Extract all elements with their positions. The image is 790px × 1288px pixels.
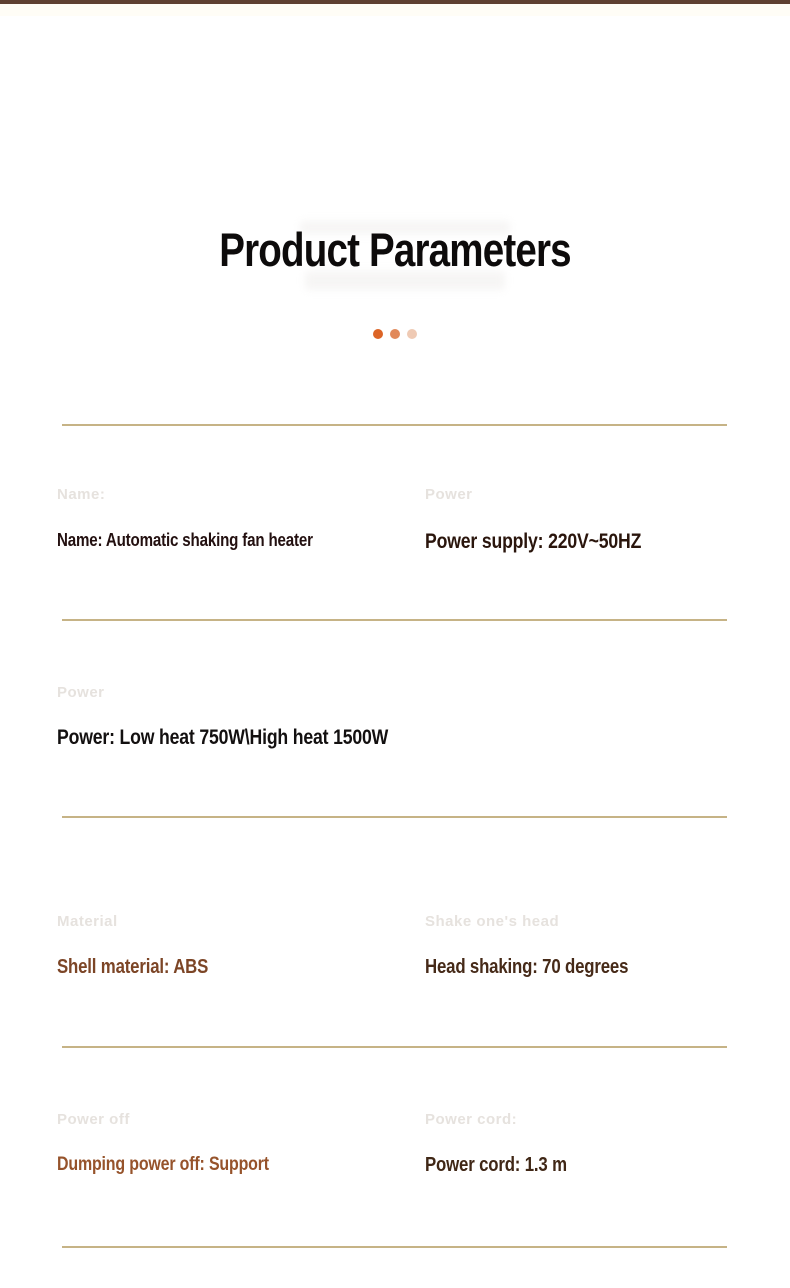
carousel-dots xyxy=(0,329,790,339)
spec-value-power-cord: Power cord: 1.3 m xyxy=(425,1154,567,1176)
section-divider xyxy=(62,1046,727,1048)
spec-value-material: Shell material: ABS xyxy=(57,956,209,978)
section-divider xyxy=(62,619,727,621)
carousel-dot-2 xyxy=(390,329,400,339)
spec-label-power: Power xyxy=(57,684,105,701)
section-divider xyxy=(62,424,727,426)
spec-value-name: Name: Automatic shaking fan heater xyxy=(57,530,313,550)
spec-label-power-off: Power off xyxy=(57,1111,130,1128)
spec-value-power: Power: Low heat 750W\High heat 1500W xyxy=(57,726,389,749)
section-divider xyxy=(62,1246,727,1248)
spec-label-power-cord: Power cord: xyxy=(425,1111,518,1128)
spec-label-power-supply: Power xyxy=(425,486,473,503)
page-title: Product Parameters xyxy=(219,223,571,276)
carousel-dot-3 xyxy=(407,329,417,339)
spec-label-shake-head: Shake one's head xyxy=(425,913,560,930)
spec-label-material: Material xyxy=(57,913,118,930)
spec-value-power-off: Dumping power off: Support xyxy=(57,1154,269,1175)
top-cream-strip xyxy=(0,4,790,16)
section-divider xyxy=(62,816,727,818)
spec-value-shake-head: Head shaking: 70 degrees xyxy=(425,956,629,978)
spec-value-power-supply: Power supply: 220V~50HZ xyxy=(425,530,642,553)
carousel-dot-1 xyxy=(373,329,383,339)
spec-label-name: Name: xyxy=(57,486,106,503)
